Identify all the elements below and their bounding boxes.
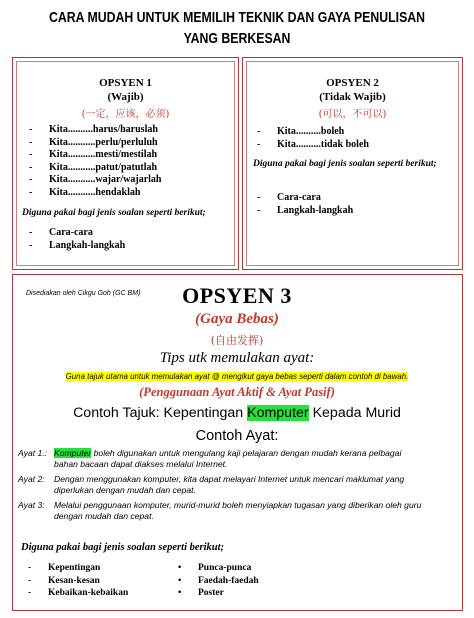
list-item: - Kita...........wajar/wajarlah (29, 174, 162, 186)
opsyen1-list (27, 124, 162, 200)
opsyen1-heading: OPSYEN 1 (99, 77, 152, 89)
opsyen1-note: Diguna pakai bagi jenis soalan seperti berikut; (22, 208, 206, 218)
ayat-2: Ayat 2: Dengan menggunakan komputer, kita dapat melayari Internet untuk mencari maklumat yang diperlukan dengan mudah dan cepat. (18, 474, 405, 495)
contoh-tajuk: Contoh Tajuk: Kepentingan Komputer Kepada Murid (73, 405, 401, 421)
opsyen2-sub: (Tidak Wajib) (319, 91, 386, 103)
opsyen3-types-right (176, 562, 259, 600)
page-title-line2: YANG BERKESAN (183, 30, 291, 47)
list-item: - Kita...........hendaklah (29, 186, 141, 198)
list-item: - Kita..........harus/haruslah (29, 124, 158, 135)
ayat-3: Ayat 3: Melalui penggunaan komputer, murid-murid boleh menyiapkan tugasan yang diberikan oleh guru dengan mudah dan cepat. (18, 500, 422, 521)
list-item: • Punca-punca (178, 563, 252, 573)
list-item: - Kita...........patut/patutlah (29, 161, 158, 173)
opsyen3-chinese: (自由发挥) (210, 334, 264, 347)
opsyen2-chinese: (可以，不可以) (318, 109, 387, 120)
credit-text: Disediakan oleh Cikgu Goh (GC BM) (26, 290, 141, 297)
list-item: - Kesan-kesan (28, 575, 100, 586)
opsyen1-chinese: (一定，应该，必须) (81, 109, 170, 120)
list-item: - Kita...........perlu/perluluh (29, 136, 158, 148)
opsyen2-note: Diguna pakai bagi jenis soalan seperti berikut; (253, 159, 437, 169)
opsyen2-types (255, 192, 353, 217)
list-item: - Kepentingan (28, 563, 101, 573)
ayat-1: Ayat 1.: Komputer boleh digunakan untuk mengulang kaji pelajaran dengan mudah kerana pelbagai bahan bacaan dapat diakses melalui Internet. (18, 448, 402, 469)
tips-heading: Tips utk memulakan ayat: (159, 350, 315, 366)
list-item: • Poster (178, 588, 224, 599)
list-item: - Cara-cara (29, 227, 93, 238)
opsyen3-note: Diguna pakai bagi jenis soalan seperti berikut; (21, 542, 225, 553)
opsyen1-box (12, 57, 239, 270)
keyword-highlight: Komputer (247, 405, 309, 421)
opsyen1-sub: (Wajib) (107, 91, 144, 103)
opsyen3-sub: (Gaya Bebas) (195, 311, 279, 327)
opsyen2-box (242, 57, 463, 270)
contoh-ayat-heading: Contoh Ayat: (195, 428, 279, 444)
list-item: - Cara-cara (257, 192, 321, 203)
list-item: - Kita..........tidak boleh (257, 138, 369, 150)
list-item: - Kita...........mesti/mestilah (29, 149, 158, 161)
list-item: - Kebaikan-kebaikan (28, 588, 129, 599)
opsyen2-list (255, 126, 369, 151)
highlight-note: Guna tajuk utama untuk memulakan ayat @ mengikut gaya bebas seperti dalam contoh di bawah. (65, 372, 409, 381)
opsyen1-types (27, 227, 125, 252)
opsyen3-types-left (26, 562, 128, 600)
opsyen2-heading: OPSYEN 2 (326, 77, 379, 89)
list-item: • Faedah-faedah (178, 575, 259, 586)
opsyen3-heading: OPSYEN 3 (182, 283, 292, 308)
list-item: - Langkah-langkah (29, 239, 126, 251)
list-item: - Langkah-langkah (257, 204, 354, 216)
penggunaan-text: (Penggunaan Ayat Aktif & Ayat Pasif) (139, 385, 335, 399)
list-item: - Kita..........boleh (257, 126, 345, 137)
page-title-line1: CARA MUDAH UNTUK MEMILIH TEKNIK DAN GAYA PENULISAN (48, 9, 426, 26)
